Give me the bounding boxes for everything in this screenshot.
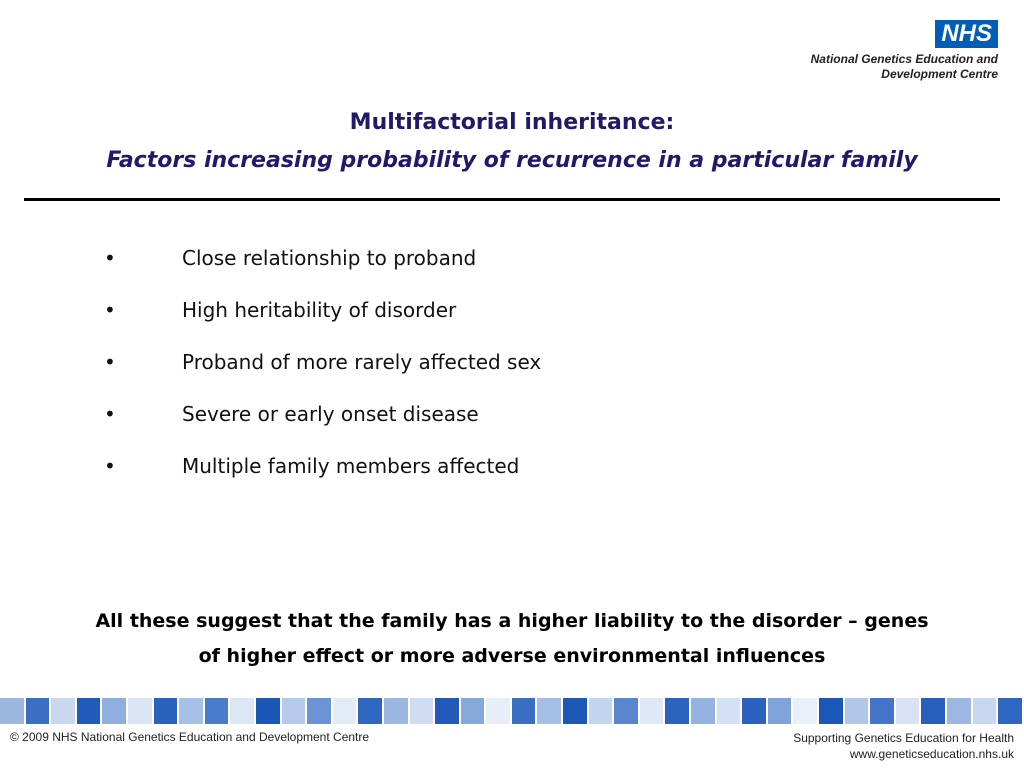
stripe-block xyxy=(973,698,999,724)
stripe-block xyxy=(665,698,691,724)
list-item xyxy=(100,440,541,492)
footer-copyright: © 2009 NHS National Genetics Education and Development Centre xyxy=(10,730,370,744)
stripe-block xyxy=(614,698,640,724)
list-item-text: High heritability of disorder xyxy=(182,298,457,322)
bullet-marker: • xyxy=(104,454,116,478)
stripe-block xyxy=(333,698,359,724)
stripe-block xyxy=(461,698,487,724)
stripe-block xyxy=(896,698,922,724)
list-item xyxy=(100,388,541,440)
stripe-block xyxy=(512,698,538,724)
list-item-text: Close relationship to proband xyxy=(182,246,477,270)
list-item-text: Proband of more rarely affected sex xyxy=(182,350,542,374)
stripe-block xyxy=(640,698,666,724)
list-item xyxy=(100,284,541,336)
stripe-block xyxy=(51,698,77,724)
stripe-block xyxy=(870,698,896,724)
stripe-block xyxy=(205,698,231,724)
conclusion-text xyxy=(20,604,1004,674)
stripe-block xyxy=(230,698,256,724)
bullet-marker: • xyxy=(104,246,116,270)
bullet-marker: • xyxy=(104,402,116,426)
list-item-text: Severe or early onset disease xyxy=(182,402,479,426)
bullet-marker: • xyxy=(104,350,116,374)
stripe-block xyxy=(486,698,512,724)
nhs-badge: NHS xyxy=(935,20,998,48)
stripe-block xyxy=(947,698,973,724)
stripe-block xyxy=(537,698,563,724)
stripe-block xyxy=(410,698,436,724)
footer-right xyxy=(793,730,1014,762)
stripe-block xyxy=(358,698,384,724)
stripe-block xyxy=(589,698,615,724)
title-divider xyxy=(24,198,1000,201)
stripe-block xyxy=(742,698,768,724)
conclusion-line-2: of higher effect or more adverse environmental influences xyxy=(198,645,826,667)
stripe-block xyxy=(102,698,128,724)
stripe-block xyxy=(384,698,410,724)
stripe-block xyxy=(793,698,819,724)
stripe-block xyxy=(845,698,871,724)
stripe-block xyxy=(768,698,794,724)
stripe-block xyxy=(0,698,26,724)
stripe-block xyxy=(282,698,308,724)
stripe-block xyxy=(179,698,205,724)
stripe-block xyxy=(563,698,589,724)
factor-list xyxy=(100,232,541,492)
stripe-block xyxy=(256,698,282,724)
list-item xyxy=(100,336,541,388)
stripe-block xyxy=(717,698,743,724)
footer-url: www.geneticseducation.nhs.uk xyxy=(849,747,1014,761)
stripe-block xyxy=(921,698,947,724)
logo-text xyxy=(738,52,998,82)
nhs-logo xyxy=(738,20,998,82)
bullet-marker: • xyxy=(104,298,116,322)
list-item xyxy=(100,232,541,284)
logo-line-2: Development Centre xyxy=(881,67,998,81)
stripe-block xyxy=(154,698,180,724)
decorative-stripe xyxy=(0,698,1024,724)
stripe-block xyxy=(307,698,333,724)
title-main: Multifactorial inheritance: xyxy=(349,110,675,135)
stripe-block xyxy=(691,698,717,724)
conclusion-line-1: All these suggest that the family has a higher liability to the disorder – genes xyxy=(95,610,929,632)
stripe-block xyxy=(26,698,52,724)
stripe-block xyxy=(819,698,845,724)
list-item-text: Multiple family members affected xyxy=(182,454,520,478)
stripe-block xyxy=(435,698,461,724)
slide-title xyxy=(0,104,1024,180)
stripe-block xyxy=(77,698,103,724)
stripe-block xyxy=(998,698,1024,724)
title-subtitle: Factors increasing probability of recurrence in a particular family xyxy=(106,148,918,173)
footer-tagline: Supporting Genetics Education for Health xyxy=(793,731,1014,745)
stripe-block xyxy=(128,698,154,724)
logo-line-1: National Genetics Education and xyxy=(810,52,998,66)
